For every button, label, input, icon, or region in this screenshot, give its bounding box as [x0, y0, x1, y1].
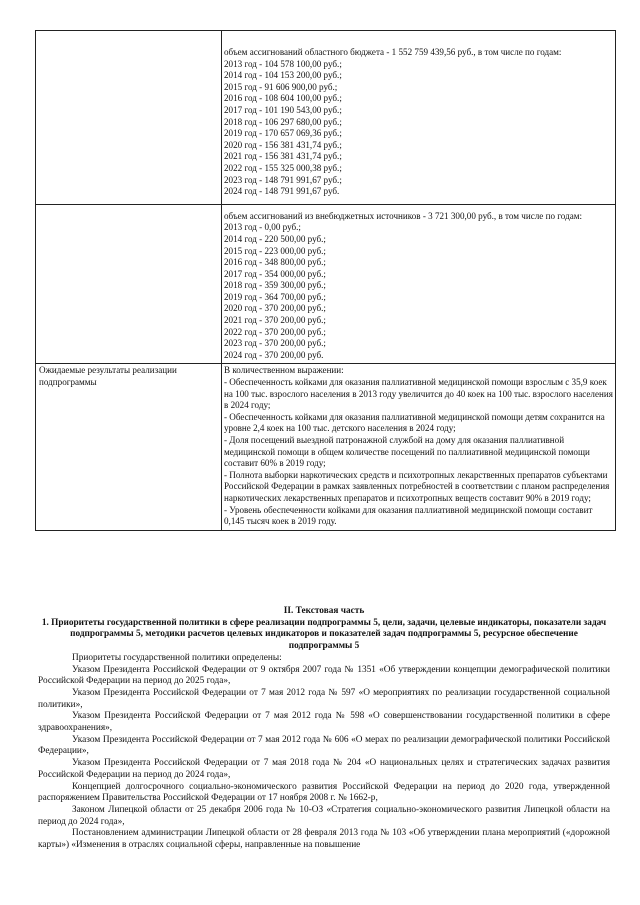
- table-row: [36, 204, 616, 364]
- extrabudget-year-line: 2013 год - 0,00 руб.;: [224, 222, 301, 233]
- paragraph: Приоритеты государственной политики определены:: [72, 652, 282, 663]
- extrabudget-year-line: 2015 год - 223 000,00 руб.;: [224, 245, 326, 256]
- budget-year-line: 2021 год - 156 381 431,74 руб.;: [224, 151, 342, 162]
- row-label-cell: [36, 31, 222, 205]
- subprogram-passport-table: [35, 30, 616, 531]
- paragraph: Указом Президента Российской Федерации от 9 октября 2007 года № 1351 «Об утверждении концепции демографической политики Российской Федерации на период до 2025 года»,: [38, 664, 610, 687]
- extrabudget-year-line: 2022 год - 370 200,00 руб.;: [224, 326, 326, 337]
- budget-total-line: объем ассигнований областного бюджета - 1 552 759 439,56 руб., в том числе по годам:: [224, 47, 562, 57]
- row-value-cell: [222, 204, 616, 364]
- budget-year-line: 2024 год - 148 791 991,67 руб.: [224, 186, 340, 197]
- paragraph: Концепцией долгосрочного социально-экономического развития Российской Федерации на период до 2020 года, утвержденной распоряжением Правительства Российской Федерации от 17 ноября 2008 г. № 1662-р,: [38, 781, 610, 804]
- extrabudget-year-line: 2016 год - 348 800,00 руб.;: [224, 257, 326, 268]
- result-line: - Обеспеченность койками для оказания паллиативной медицинской помощи детям сохранится на уровне 2,4 коек на 100 тыс. детского населения в 2024 году;: [224, 411, 605, 434]
- result-line: В количественном выражении:: [224, 365, 344, 376]
- table-row: [36, 364, 616, 530]
- paragraph: Указом Президента Российской Федерации от 7 мая 2018 года № 204 «О национальных целях и стратегических задачах развития Российской Федерации на период до 2024 года»,: [38, 758, 610, 780]
- result-line: - Уровень обеспеченности койками для оказания паллиативной медицинской помощи составит 0,145 тысяч коек в 2019 году.: [224, 504, 593, 527]
- expected-results-label: Ожидаемые результаты реализации подпрограммы: [39, 365, 177, 388]
- extrabudget-year-line: 2020 год - 370 200,00 руб.;: [224, 303, 326, 314]
- regional-budget-allocations: [222, 31, 615, 204]
- extrabudget-year-line: 2024 год - 370 200,00 руб.: [224, 349, 324, 360]
- budget-year-line: 2018 год - 106 297 680,00 руб.;: [224, 116, 342, 127]
- extrabudget-year-line: 2021 год - 370 200,00 руб.;: [224, 315, 326, 326]
- row-label-cell: [36, 204, 222, 364]
- table-row: [36, 31, 616, 205]
- paragraph: Указом Президента Российской Федерации от 7 мая 2012 года № 598 «О совершенствовании государственной политики в сфере здравоохранения»,: [38, 711, 610, 734]
- extrabudget-year-line: 2023 год - 370 200,00 руб.;: [224, 338, 326, 349]
- budget-year-line: 2013 год - 104 578 100,00 руб.;: [224, 58, 342, 69]
- section-heading: II. Текстовая часть: [283, 606, 365, 616]
- budget-year-line: 2022 год - 155 325 000,38 руб.;: [224, 162, 342, 173]
- extrabudget-year-line: 2017 год - 354 000,00 руб.;: [224, 268, 326, 279]
- row-label: [36, 31, 221, 33]
- budget-year-line: 2016 год - 108 604 100,00 руб.;: [224, 93, 342, 104]
- extrabudgetary-allocations: [222, 205, 615, 364]
- paragraph: Постановлением администрации Липецкой области от 28 февраля 2013 года № 103 «Об утверждении плана мероприятий («дорожной карты») «Изменения в отраслях социальной сферы, направленные на повышение: [38, 828, 610, 851]
- paragraph: Указом Президента Российской Федерации от 7 мая 2012 года № 606 «О мерах по реализации демографической политики Российской Федерации»,: [38, 734, 610, 757]
- section-subheading: 1. Приоритеты государственной политики в сфере реализации подпрограммы 5, цели, задачи, целевые индикаторы, показатели задач подпрограммы 5, методики расчетов целевых индикаторов и показателей задач подпрограммы 5, ресурсное обеспечение подпрограммы 5: [41, 617, 607, 652]
- budget-year-line: 2023 год - 148 791 991,67 руб.;: [224, 174, 342, 185]
- budget-year-line: 2017 год - 101 190 543,00 руб.;: [224, 104, 342, 115]
- extrabudget-year-line: 2018 год - 359 300,00 руб.;: [224, 280, 326, 291]
- extrabudget-total-line: объем ассигнований из внебюджетных источников - 3 721 300,00 руб., в том числе по годам:: [224, 210, 583, 221]
- budget-year-line: 2020 год - 156 381 431,74 руб.;: [224, 139, 342, 150]
- budget-year-line: 2019 год - 170 657 069,36 руб.;: [224, 128, 342, 139]
- paragraph: Указом Президента Российской Федерации от 7 мая 2012 года № 597 «О мероприятиях по реализации государственной социальной политики»,: [38, 687, 610, 710]
- text-section: [38, 606, 610, 852]
- row-value-cell: [222, 31, 616, 205]
- budget-year-line: 2014 год - 104 153 200,00 руб.;: [224, 70, 342, 81]
- row-label-cell: [36, 364, 222, 530]
- row-label: [36, 205, 221, 207]
- expected-results: [222, 364, 615, 529]
- extrabudget-year-line: 2019 год - 364 700,00 руб.;: [224, 291, 326, 302]
- budget-year-line: 2015 год - 91 606 900,00 руб.;: [224, 81, 338, 92]
- result-line: - Доля посещений выездной патронажной службой на дому для оказания паллиативной медицинской помощи в общем количестве посещений по паллиативной медицинской помощи составит 60% в 2019 году;: [224, 435, 590, 469]
- result-line: - Обеспеченность койками для оказания паллиативной медицинской помощи взрослым с 35,9 коек на 100 тыс. взрослого населения в 2013 году увеличится до 40 коек на 100 тыс. взрослого населения в 2024 году;: [224, 377, 613, 411]
- extrabudget-year-line: 2014 год - 220 500,00 руб.;: [224, 233, 326, 244]
- result-line: - Полнота выборки наркотических средств и психотропных лекарственных препаратов субъектами Российской Федерации в рамках заявленных потребностей в соответствии с планом распределения наркотических лекарственных препаратов и психотропных веществ составит 90% в 2019 году;: [224, 469, 610, 503]
- row-value-cell: [222, 364, 616, 530]
- paragraph: Законом Липецкой области от 25 декабря 2006 года № 10-ОЗ «Стратегия социально-экономического развития Липецкой области на период до 2024 года»,: [38, 804, 610, 827]
